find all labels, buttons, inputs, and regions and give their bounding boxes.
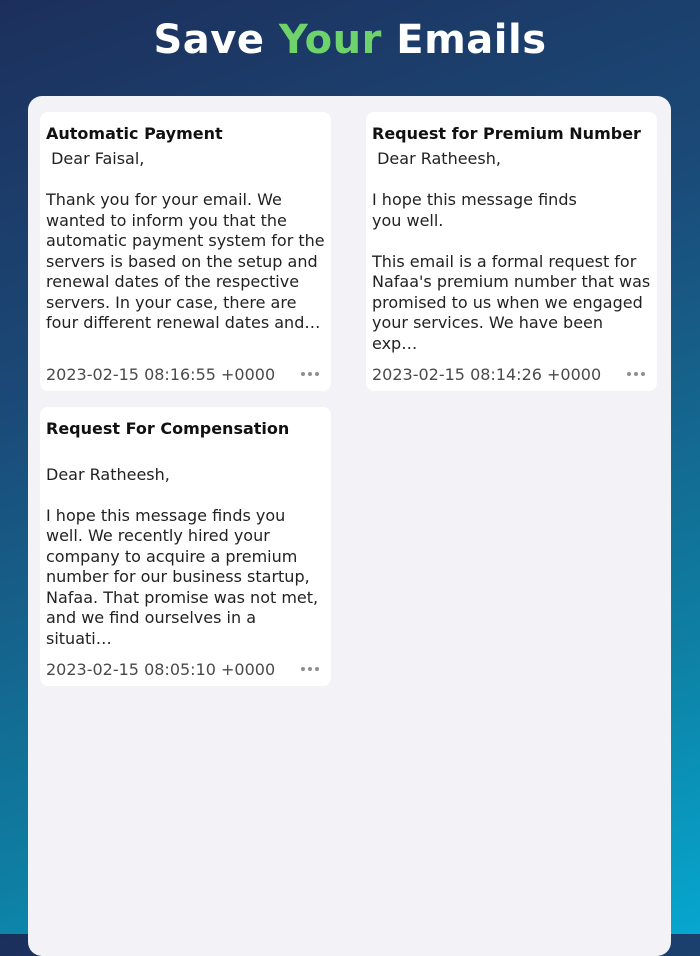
- more-options-icon[interactable]: [297, 368, 323, 380]
- more-options-icon[interactable]: [623, 368, 649, 380]
- email-preview: Dear Ratheesh, I hope this message finds you well. We recently hired your company to acquire a premium number for our business startup, Nafaa. That promise was not met, and we find ourselves in a situati…: [46, 464, 319, 648]
- email-date: 2023-02-15 08:16:55 +0000: [46, 364, 276, 384]
- email-card[interactable]: [40, 407, 331, 686]
- email-card[interactable]: [40, 112, 331, 391]
- email-footer: [46, 658, 323, 680]
- email-date: 2023-02-15 08:14:26 +0000: [372, 364, 602, 384]
- email-card[interactable]: [366, 112, 657, 391]
- emails-panel: [28, 96, 671, 956]
- email-subject: Automatic Payment: [46, 124, 223, 143]
- title-part-save: Save: [153, 17, 279, 63]
- email-footer: [46, 363, 323, 385]
- email-date: 2023-02-15 08:05:10 +0000: [46, 659, 276, 679]
- more-options-icon[interactable]: [297, 663, 323, 675]
- email-subject: Request for Premium Number: [372, 124, 641, 143]
- email-preview: Dear Ratheesh, I hope this message finds you well. This email is a formal request for Nafaa's premium number that was promised to us when we engaged your services. We have been exp…: [372, 149, 651, 353]
- title-part-your: Your: [278, 17, 382, 63]
- email-preview: Dear Faisal, Thank you for your email. We wanted to inform you that the automatic payment system for the servers is based on the setup and renewal dates of the respective servers. In your case, there are four different renewal dates and…: [46, 149, 325, 332]
- title-part-emails: Emails: [381, 17, 547, 63]
- email-subject: Request For Compensation: [46, 419, 290, 438]
- email-footer: [372, 363, 649, 385]
- page-title: [0, 14, 700, 66]
